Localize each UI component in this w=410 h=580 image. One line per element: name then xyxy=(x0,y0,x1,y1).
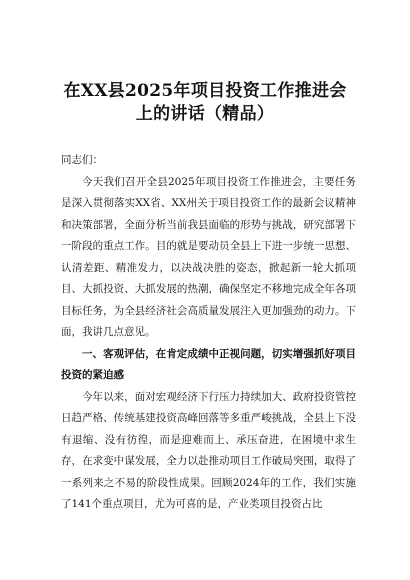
document-title xyxy=(40,80,370,126)
paragraph-review: 今年以来，面对宏观经济下行压力持续加大、政府投资管控日趋严格、传统基建投资高峰回落等多重严峻挑战，全县上下没有退缩、没有彷徨，而是迎难而上、承压奋进，在困境中求生存，在求变中谋发展，全力以赴推动项目工作破局突围，取得了一系列来之不易的阶段性成果。回顾2024年的工作，我们实施了141个重点项目，尤为可喜的是，产业类项目投资占比 xyxy=(61,390,356,510)
title-line-2: 上的讲话（精品） xyxy=(135,104,275,124)
paragraph-intro: 今天我们召开全县2025年项目投资工作推进会，主要任务是深入贯彻落实XX省、XX州关于项目投资工作的最新会议精神和决策部署，全面分析当前我县面临的形势与挑战，研究部署下一阶段的重点工作。目的就是要动员全县上下进一步统一思想、认清差距、精准发力，以决战决胜的姿态，掀起新一轮大抓项目、大抓投资、大抓发展的热潮，确保坚定不移地完成全年各项目标任务，为全县经济社会高质量发展注入更加强劲的动力。下面，我讲几点意见。 xyxy=(61,175,356,338)
salutation: 同志们： xyxy=(61,154,103,166)
section-heading-1: 一、客观评估，在肯定成绩中正视问题，切实增强抓好项目投资的紧迫感 xyxy=(61,347,356,381)
document-body xyxy=(61,150,356,516)
title-line-1: 在XX县2025年项目投资工作推进会 xyxy=(63,81,347,101)
